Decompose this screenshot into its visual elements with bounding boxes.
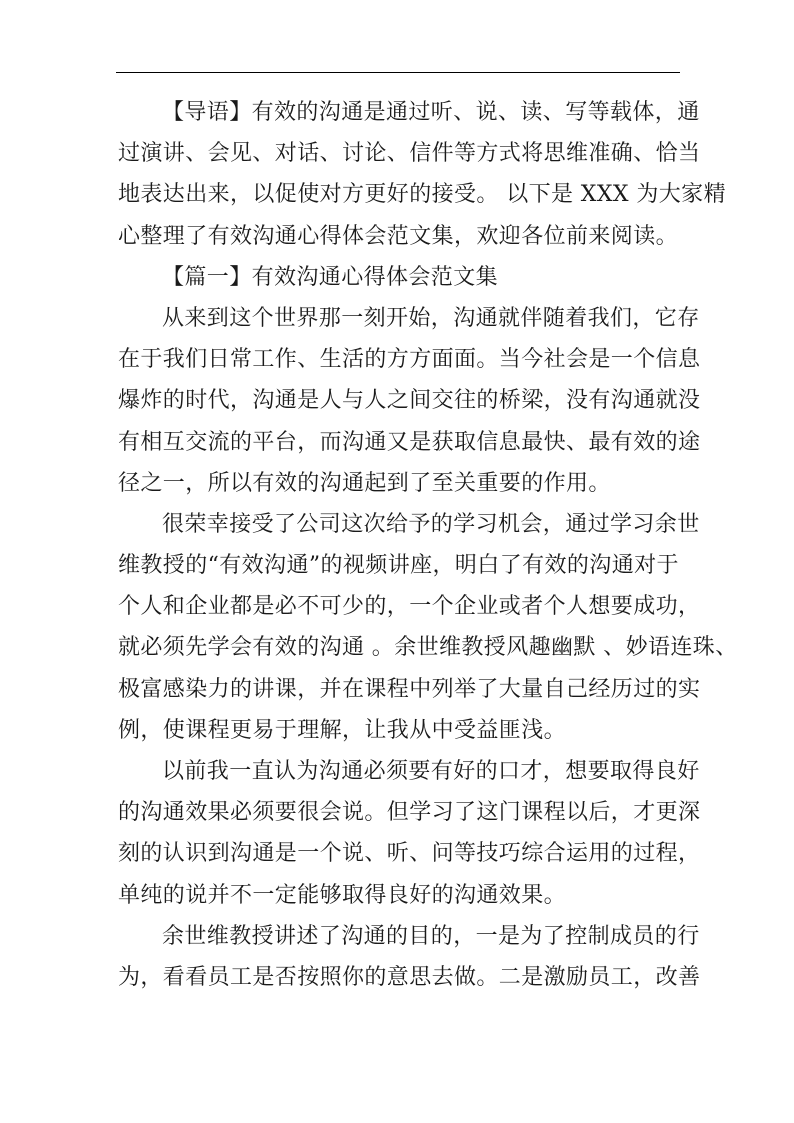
paragraph-line: 有相互交流的平台，而沟通又是获取信息最快、最有效的途 bbox=[118, 429, 701, 455]
document-body bbox=[118, 92, 738, 998]
paragraph-line: 在于我们日常工作、生活的方方面面。当今社会是一个信息 bbox=[118, 347, 701, 373]
paragraph-line: 的沟通效果必须要很会说。但学习了这门课程以后，才更深 bbox=[118, 800, 701, 826]
intro-line: 心整理了有效沟通心得体会范文集，欢迎各位前来阅读。 bbox=[118, 223, 679, 249]
paragraph-line: 维教授的“有效沟通”的视频讲座，明白了有效的沟通对于 bbox=[118, 553, 679, 579]
paragraph-line: 从来到这个世界那一刻开始，沟通就伴随着我们，它存 bbox=[162, 305, 700, 331]
intro-line: 地表达出来，以促使对方更好的接受。 以下是 XXX 为大家精 bbox=[118, 182, 726, 208]
intro-line: 过演讲、会见、对话、讨论、信件等方式将思维准确、恰当 bbox=[118, 141, 701, 167]
paragraph-line: 单纯的说并不一定能够取得良好的沟通效果。 bbox=[118, 882, 567, 908]
intro-line: 【导语】有效的沟通是通过听、说、读、写等载体，通 bbox=[162, 100, 700, 125]
paragraph-line: 很荣幸接受了公司这次给予的学习机会，通过学习余世 bbox=[162, 511, 700, 537]
paragraph-line: 余世维教授讲述了沟通的目的，一是为了控制成员的行 bbox=[162, 923, 700, 949]
paragraph-line: 极富感染力的讲课，并在课程中列举了大量自己经历过的实 bbox=[118, 676, 701, 702]
paragraph-line: 径之一，所以有效的沟通起到了至关重要的作用。 bbox=[118, 470, 611, 496]
paragraph-line: 个人和企业都是必不可少的，一个企业或者个人想要成功， bbox=[118, 594, 701, 620]
paragraph-line: 为，看看员工是否按照你的意思去做。二是激励员工，改善 bbox=[118, 964, 701, 990]
header-rule bbox=[116, 72, 680, 73]
paragraph-line: 就必须先学会有效的沟通 。余世维教授风趣幽默 、妙语连珠、 bbox=[118, 635, 738, 661]
paragraph-line: 刻的认识到沟通是一个说、听、问等技巧综合运用的过程， bbox=[118, 841, 701, 867]
paragraph-line: 例，使课程更易于理解，让我从中受益匪浅。 bbox=[118, 717, 567, 743]
section-heading: 【篇一】有效沟通心得体会范文集 bbox=[162, 264, 499, 290]
paragraph-line: 以前我一直认为沟通必须要有好的口才，想要取得良好 bbox=[162, 759, 700, 784]
paragraph-line: 爆炸的时代，沟通是人与人之间交往的桥梁，没有沟通就没 bbox=[118, 388, 701, 414]
